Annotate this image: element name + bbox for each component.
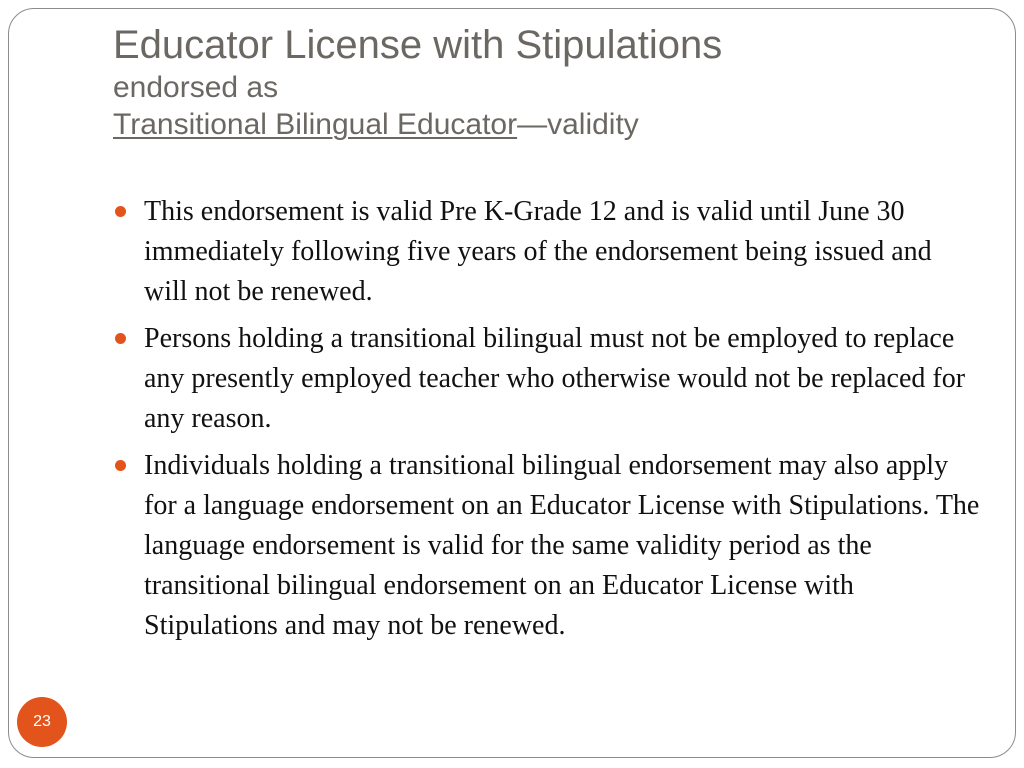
title-main: Educator License with Stipulations <box>113 23 723 67</box>
bullet-list <box>112 192 982 653</box>
bullet-text: This endorsement is valid Pre K-Grade 12 and is valid until June 30 immediately following five years of the endorsement being issued and will not be renewed. <box>144 196 932 307</box>
title-underlined-text: Transitional Bilingual Educator <box>113 108 518 141</box>
bullet-dot-icon <box>115 333 126 344</box>
bullet-dot-icon <box>115 460 126 471</box>
title-subtitle: endorsed as <box>113 71 279 104</box>
bullet-dot-icon <box>115 206 126 217</box>
bullet-text: Individuals holding a transitional bilingual endorsement may also apply for a language endorsement on an Educator License with Stipulations. The language endorsement is valid for the same validity period as the transitional bilingual endorsement on an Educator License with Stipulations and may not be renewed. <box>144 450 980 641</box>
slide-number-badge: 23 <box>17 697 67 747</box>
slide-title <box>113 20 722 144</box>
bullet-item <box>112 192 982 312</box>
bullet-item <box>112 446 982 646</box>
title-trailing-text: —validity <box>517 108 639 141</box>
bullet-text: Persons holding a transitional bilingual must not be employed to replace any presently employed teacher who otherwise would not be replaced for any reason. <box>144 323 966 434</box>
bullet-item <box>112 319 982 439</box>
title-third-line <box>113 106 722 144</box>
